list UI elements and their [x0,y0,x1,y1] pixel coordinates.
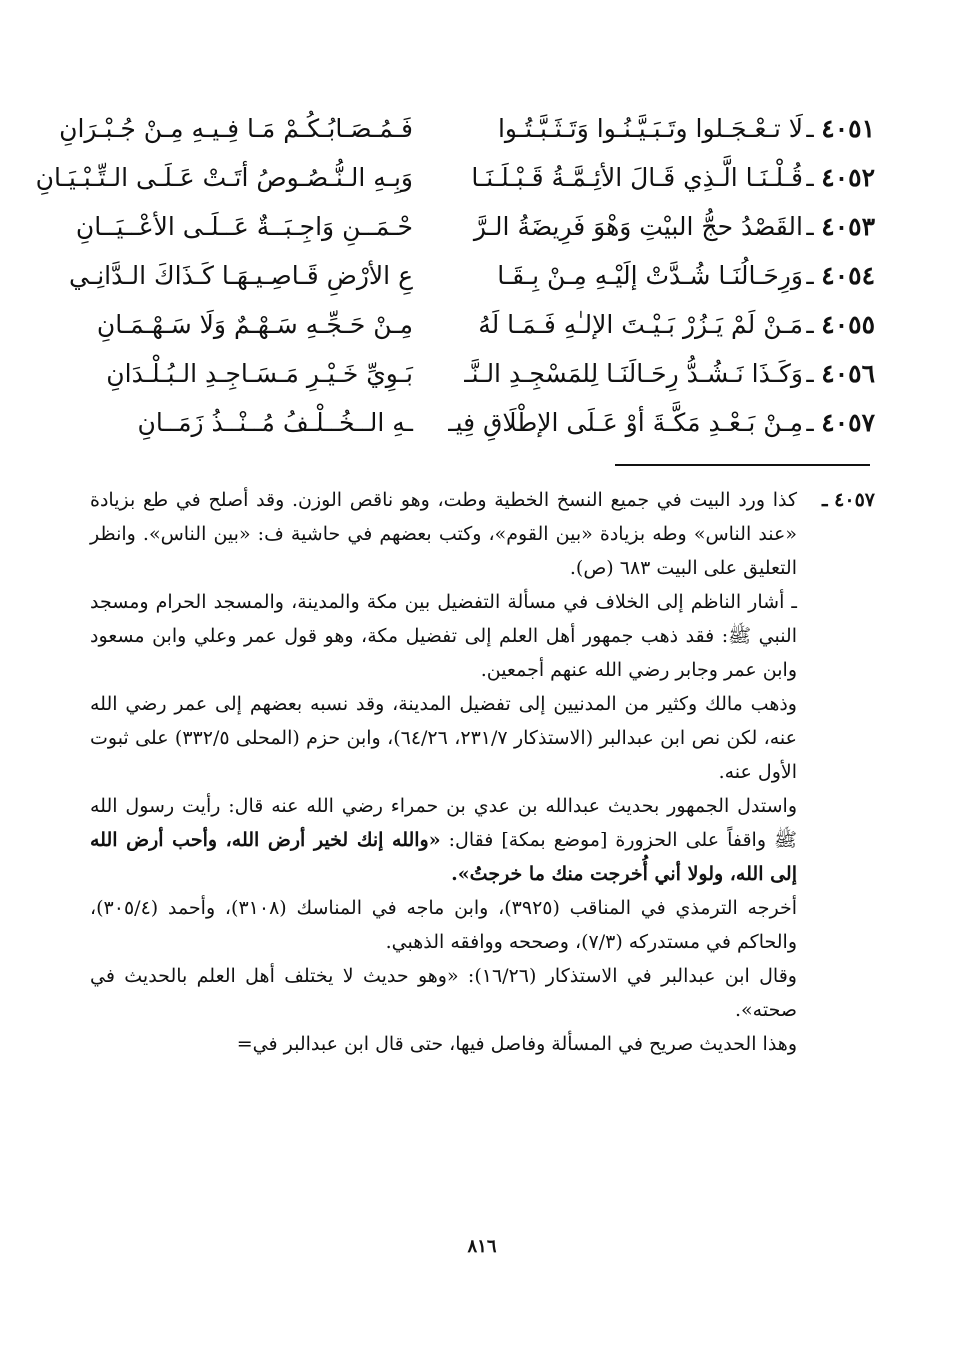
verse-dash: ـ [806,408,814,437]
footnote-paragraph: وقال ابن عبدالبر في الاستذكار (١٦/٢٦): «وهو حديث لا يختلف أهل العلم بالحديث في صحته». [90,965,797,1021]
verse-first-hemistich: القَصْدُ حجُّ البيْتِ وَهْوَ فَرِيضَةُ الـرَّ [473,212,803,241]
verse-dash: ـ [806,359,814,388]
verse-number: ٤٠٥٦ [821,359,875,388]
verse-number: ٤٠٥٢ [821,163,875,192]
footnote-paragraph: كذا ورد البيت في جميع النسخ الخطية وطت، وهو ناقص الوزن. وقد أصلح في طع بزيادة «عند الناس» وطه بزيادة «بين القوم»، وكتب بعضهم في حاشية ف: «بين الناس». وانظر التعليق على البيت ٦٨٣ (ص). [90,489,797,579]
verse-second-hemistich: فَـمُـصَـابُـكُـمْ مَـا فِـيـهِ مِـنْ جُـبْـرَانِ [59,114,413,143]
verse-dash: ـ [806,163,814,192]
verse-dash: ـ [806,114,814,143]
verse-dash: ـ [806,310,814,339]
verse-second-hemistich: حْـمَــنِ وَاجِـبَــةٌ عَــلَـى الأعْــيَــانِ [75,212,413,241]
verse-row [69,251,875,300]
verse-dash: ـ [806,261,814,290]
verse-first-hemistich: مَـنْ لَمْ يَـزُرْ بَـيْـتَ الإلـٰهِ فَـمَـا لَهُ [478,310,803,339]
verse-dash: ـ [806,212,814,241]
verse-row [59,104,875,153]
footnote-paragraph: أخرجه الترمذي في المناقب (٣٩٢٥)، وابن ماجه في المناسك (٣١٠٨)، وأحمد (٣٠٥/٤)، والحاكم في مستدركه (٧/٣)، وصححه ووافقه الذهبي. [90,897,797,953]
footnote-header [90,483,875,585]
footnote-divider [615,464,870,466]
verse-block [35,104,875,447]
verse-first-hemistich: لَا تـعْـجَـلوا وتَـبَـيَّـنُـوا وَتَـثَـبَّـتُـوا [497,114,803,143]
verse-second-hemistich: عِ الأرْضِ قَـاصِـيـهَـا كَـذَاكَ الـدَّانِـي [69,261,413,290]
verse-row [75,202,875,251]
verse-row [80,398,875,447]
verse-first-hemistich: وَرِحَـالُنَـا شُـدَّتْ إلَيْـهِ مِـنْ بِـقَـا [497,261,803,290]
footnote-paragraph [90,789,875,891]
verse-number: ٤٠٥٧ [821,408,875,437]
verse-first-hemistich: وَكَـذَا نَـشُـدُّ رِحَـالَنَـا لِلمَسْجِـدِ الـنَّـ [464,359,803,388]
hadith-text: «والله إنك لخير أرض الله، وأحب أرض الله إلى الله، ولولا أني أُخرجت منك ما خرجتُ». [90,829,797,885]
footnote-block [90,483,875,1061]
verse-number: ٤٠٥٣ [821,212,875,241]
footnote-reference: ٤٠٥٧ ـ [821,489,875,511]
verse-second-hemistich: مِـنْ حَـجِّـهِ سَـهْـمٌ وَلَا سَـهْـمَـانِ [96,310,413,339]
verse-row [35,153,875,202]
verse-number: ٤٠٥٤ [821,261,875,290]
verse-row [80,349,875,398]
footnote-paragraph: وذهب مالك وكثير من المدنيين إلى تفضيل المدينة، وقد نسبه بعضهم إلى عمر رضي الله عنه، لكن نص ابن عبدالبر (الاستذكار ٢٣١/٧، ٦٤/٢٦)، وابن حزم (المحلى ٣٣٢/٥) على ثبوت الأول عنه. [90,693,797,783]
verse-second-hemistich: بَـوِيِّ خَـيْـرِ مَـسَـاجِـدِ الـبُـلْـدَانِ [106,359,413,388]
verse-second-hemistich: ـهِ الــخُــلْـفُ مُــنْــذُ زَمَــانِ [137,408,413,437]
verse-first-hemistich: مِـنْ بَـعْـدِ مَكَّـةَ أوْ عَـلَى الإطْلَاقِ فِيـ [448,408,803,437]
page-number: ٨١٦ [467,1236,497,1257]
verse-number: ٤٠٥١ [821,114,875,143]
verse-first-hemistich: قُـلْـنَـا الَّـذِي قَـالَ الأئِـمَّـةُ قَـبْـلَـنَـا [471,163,803,192]
verse-number: ٤٠٥٥ [821,310,875,339]
footnote-paragraph: ـ أشار الناظم إلى الخلاف في مسألة التفضيل بين مكة والمدينة، والمسجد الحرام ومسجد النبي ﷺ: فقد ذهب جمهور أهل العلم إلى تفضيل مكة، وهو قول عمر وعلي وابن مسعود وابن عمر وجابر رضي الله عنهم أجمعين. [90,591,797,681]
verse-row [80,300,875,349]
footnote-paragraph: وهذا الحديث صريح في المسألة وفاصل فيها، حتى قال ابن عبدالبر في= [236,1033,797,1055]
hadith-intro: واستدل الجمهور بحديث عبدالله بن عدي بن حمراء رضي الله عنه قال: رأيت رسول الله ﷺ واقفاً على الحزورة [موضع بمكة] فقال: [90,795,797,851]
verse-second-hemistich: وَبِـهِ الـنُّـصُـوصُ أتَـتْ عَـلَـى الـتِّـبْـيَـانِ [35,163,413,192]
